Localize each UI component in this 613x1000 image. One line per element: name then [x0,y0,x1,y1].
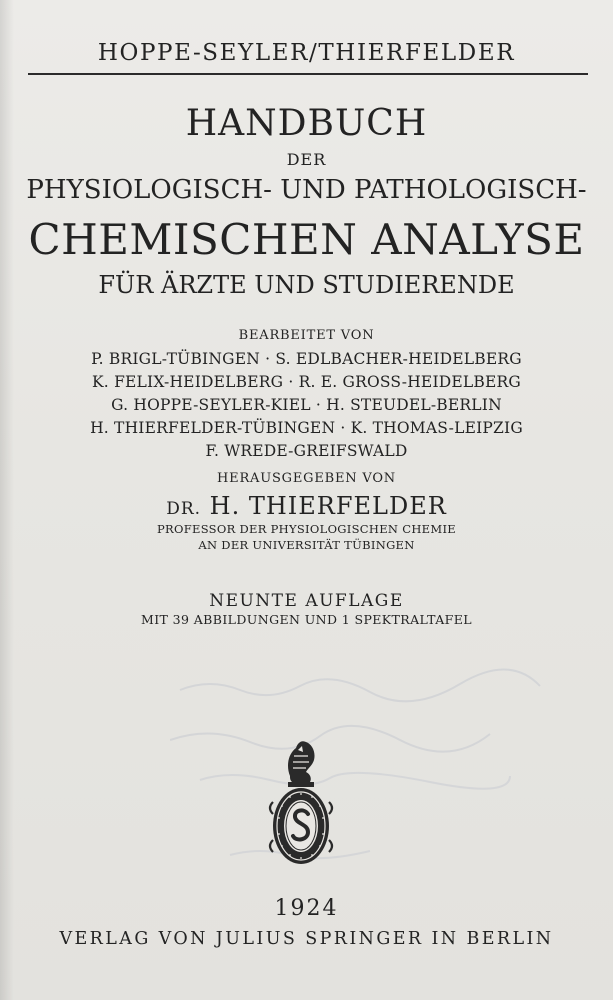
edited-by-label: BEARBEITET VON [238,328,375,343]
contributor-line: P. BRIGL-TÜBINGEN · S. EDLBACHER-HEIDELBERG [91,350,522,368]
contributor-line: F. WREDE-GREIFSWALD [205,442,408,460]
book-subtitle: PHYSIOLOGISCH- UND PATHOLOGISCH- [26,175,587,205]
book-title: HANDBUCH [185,103,428,144]
book-main-title: CHEMISCHEN ANALYSE [28,215,585,264]
editor-prefix: DR. [166,499,202,519]
editor-title: PROFESSOR DER PHYSIOLOGISCHEN CHEMIE [157,522,456,536]
audience-line: FÜR ÄRZTE UND STUDIERENDE [98,271,515,299]
editor-name [0,492,613,520]
illustrations-note: MIT 39 ABBILDUNGEN UND 1 SPEKTRALTAFEL [141,612,472,627]
header-rule [28,73,588,75]
springer-knight-logo-icon [268,736,334,866]
title-article: DER [286,150,327,169]
editor-full-name: H. THIERFELDER [209,492,447,520]
editor-affiliation: AN DER UNIVERSITÄT TÜBINGEN [198,538,415,552]
contributor-line: G. HOPPE-SEYLER-KIEL · H. STEUDEL-BERLIN [111,396,502,414]
edition-label: NEUNTE AUFLAGE [209,591,404,611]
contributor-line: K. FELIX-HEIDELBERG · R. E. GROSS-HEIDELBERG [92,373,521,391]
published-by-label: HERAUSGEGEBEN VON [217,471,396,486]
author-series: HOPPE-SEYLER/THIERFELDER [97,40,516,66]
contributor-line: H. THIERFELDER-TÜBINGEN · K. THOMAS-LEIPZIG [90,419,523,437]
publication-year: 1924 [274,896,339,921]
publisher-line: VERLAG VON JULIUS SPRINGER IN BERLIN [59,929,554,949]
